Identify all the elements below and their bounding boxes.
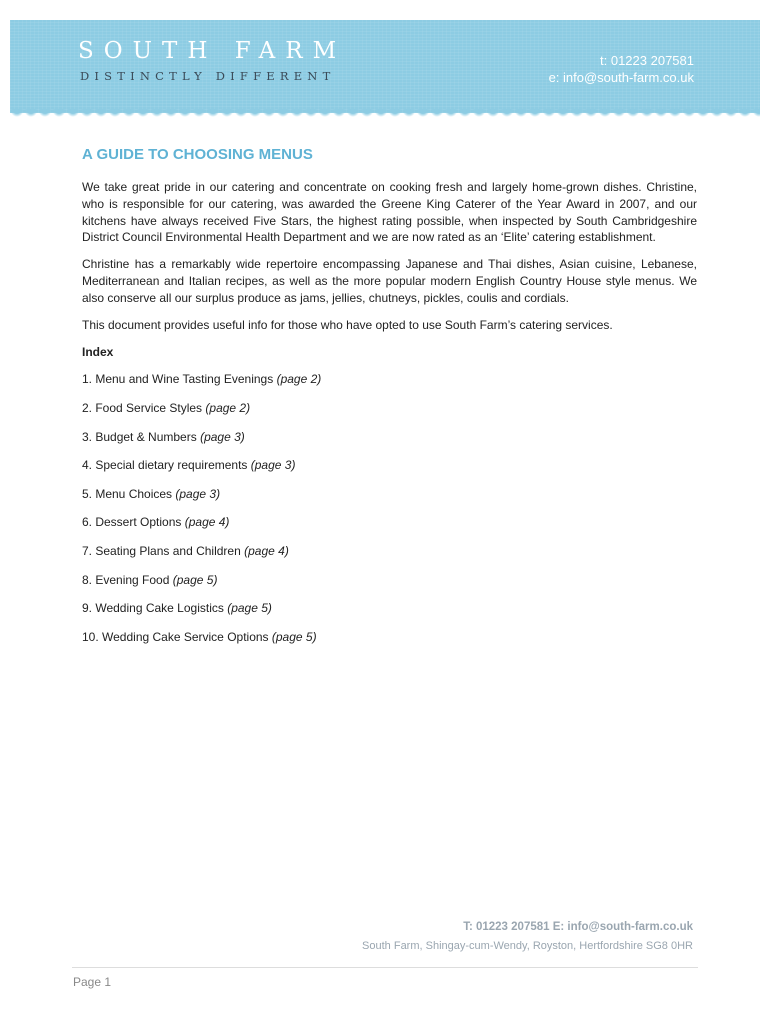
page-number: Page 1 <box>73 975 112 989</box>
index-item-page: (page 5) <box>271 629 317 644</box>
index-item-label: 6. Dessert Options <box>82 515 182 530</box>
intro-paragraph: We take great pride in our catering and concentrate on cooking fresh and largely home-grown dishes. Christine, who is responsible for our catering, was awarded the Greene King Caterer of the Year Award in 2007, and our kitchens have always received Five Stars, the highest rating possible, when inspected by South Cambridgeshire District Council Environmental Health Department and we are now rated as an ‘Elite’ catering establishment. <box>82 180 697 245</box>
index-item[interactable] <box>82 457 697 486</box>
index-item[interactable] <box>82 400 697 429</box>
index-item[interactable] <box>82 429 697 458</box>
document-title: A GUIDE TO CHOOSING MENUS <box>82 146 313 163</box>
index-list <box>82 371 697 657</box>
header-contact <box>549 52 694 86</box>
index-item-page: (page 3) <box>175 486 221 501</box>
index-item[interactable] <box>82 543 697 572</box>
index-item-label: 2. Food Service Styles <box>82 400 203 415</box>
index-item-label: 3. Budget & Numbers <box>82 429 197 444</box>
header-banner <box>10 20 760 113</box>
header-email[interactable]: e: info@south-farm.co.uk <box>548 70 694 85</box>
index-item-page: (page 4) <box>244 543 289 558</box>
index-item-label: 10. Wedding Cake Service Options <box>82 629 269 644</box>
index-item-page: (page 5) <box>172 572 218 587</box>
index-item[interactable] <box>82 600 697 629</box>
brand-tagline: DISTINCTLY DIFFERENT <box>80 69 336 83</box>
footer-contact: T: 01223 207581 E: info@south-farm.co.uk <box>463 921 693 933</box>
header-phone: t: 01223 207581 <box>600 53 694 68</box>
index-item[interactable] <box>82 371 697 400</box>
index-item-page: (page 2) <box>205 400 251 415</box>
index-item-page: (page 2) <box>276 372 322 387</box>
index-item-label: 7. Seating Plans and Children <box>82 543 241 558</box>
purpose-paragraph: This document provides useful info for those who have opted to use South Farm’s catering services. <box>82 317 613 332</box>
index-item-label: 5. Menu Choices <box>82 486 173 501</box>
index-item[interactable] <box>82 572 697 601</box>
brand-name: SOUTH FARM <box>78 38 347 64</box>
index-item-label: 1. Menu and Wine Tasting Evenings <box>82 372 274 387</box>
index-item[interactable] <box>82 486 697 515</box>
document-body <box>82 146 697 657</box>
index-item-label: 8. Evening Food <box>82 572 170 587</box>
index-item-page: (page 3) <box>200 429 245 444</box>
index-item-label: 9. Wedding Cake Logistics <box>82 601 224 616</box>
footer-address: South Farm, Shingay-cum-Wendy, Royston, Hertfordshire SG8 0HR <box>362 940 693 952</box>
index-item-label: 4. Special dietary requirements <box>82 458 248 473</box>
index-heading: Index <box>82 345 114 360</box>
index-item[interactable] <box>82 514 697 543</box>
index-item[interactable] <box>82 629 697 658</box>
footer-divider <box>72 967 698 968</box>
index-item-page: (page 3) <box>250 458 296 473</box>
index-item-page: (page 5) <box>227 601 272 616</box>
repertoire-paragraph: Christine has a remarkably wide repertoire encompassing Japanese and Thai dishes, Asian cuisine, Lebanese, Mediterranean and Italian recipes, as well as the more popular modern English Country House style menus. We also conserve all our surplus produce as jams, jellies, chutneys, pickles, coulis and cordials. <box>82 257 697 305</box>
index-item-page: (page 4) <box>184 515 230 530</box>
